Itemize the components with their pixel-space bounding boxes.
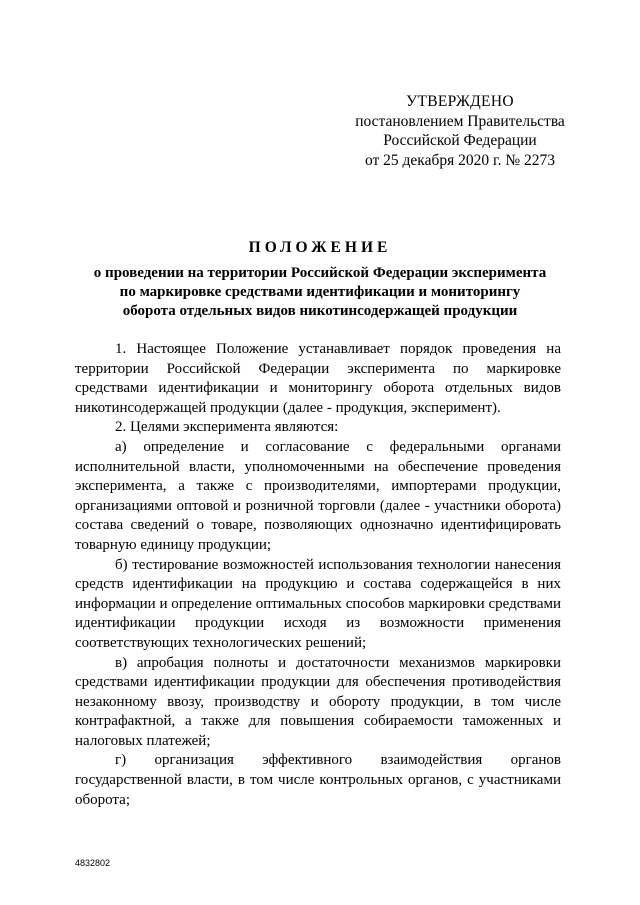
approval-line-1: постановлением Правительства [355, 112, 565, 130]
subtitle-line: по маркировке средствами идентификации и мониторингу [119, 284, 521, 300]
paragraph-g: г) организация эффективного взаимодействия органов государственной власти, в том числе контрольных органов, с участниками оборота; [75, 752, 561, 808]
document-number: 4832802 [75, 858, 111, 868]
paragraph-1: 1. Настоящее Положение устанавливает порядок проведения на территории Российской Федерации эксперимента по маркировке средствами идентификации и мониторингу оборота отдельных видов никотинсодержащей продукции (далее - продукция, эксперимент). [75, 341, 561, 416]
subtitle-line: о проведении на территории Российской Федерации эксперимента [93, 265, 547, 281]
paragraph-b: б) тестирование возможностей использования технологии нанесения средств идентификации на продукцию и состава содержащейся в них информации и определение оптимальных способов маркировки средствами идентификации продукции исходя из возможности применения соответствующих технологических решений; [75, 556, 561, 651]
subtitle-line: оборота отдельных видов никотинсодержащей продукции [122, 303, 518, 319]
approval-heading: УТВЕРЖДЕНО [406, 93, 514, 110]
paragraph-2: 2. Целями эксперимента являются: [115, 419, 339, 436]
paragraph-v: в) апробация полноты и достаточности механизмов маркировки средствами идентификации продукции для обеспечения противодействия незаконному ввозу, производству и обороту продукции, в том числе контрафактной, а также для повышения собираемости таможенных и налоговых платежей; [75, 654, 561, 749]
paragraph-a: а) определение и согласование с федеральными органами исполнительной власти, уполномоченными на обеспечение проведения эксперимента, а также с производителями, импортерами продукции, организациями оптовой и розничной торговли (далее - участники оборота) состава сведений о товаре, позволяющих однозначно идентифицировать товарную единицу продукции; [75, 438, 561, 553]
document-body [75, 340, 561, 810]
document-title: ПОЛОЖЕНИЕ [248, 239, 392, 256]
document-subtitle [40, 264, 600, 321]
approval-line-3: от 25 декабря 2020 г. № 2273 [364, 151, 556, 169]
approval-line-2: Российской Федерации [383, 132, 537, 149]
approval-stamp [350, 92, 570, 170]
